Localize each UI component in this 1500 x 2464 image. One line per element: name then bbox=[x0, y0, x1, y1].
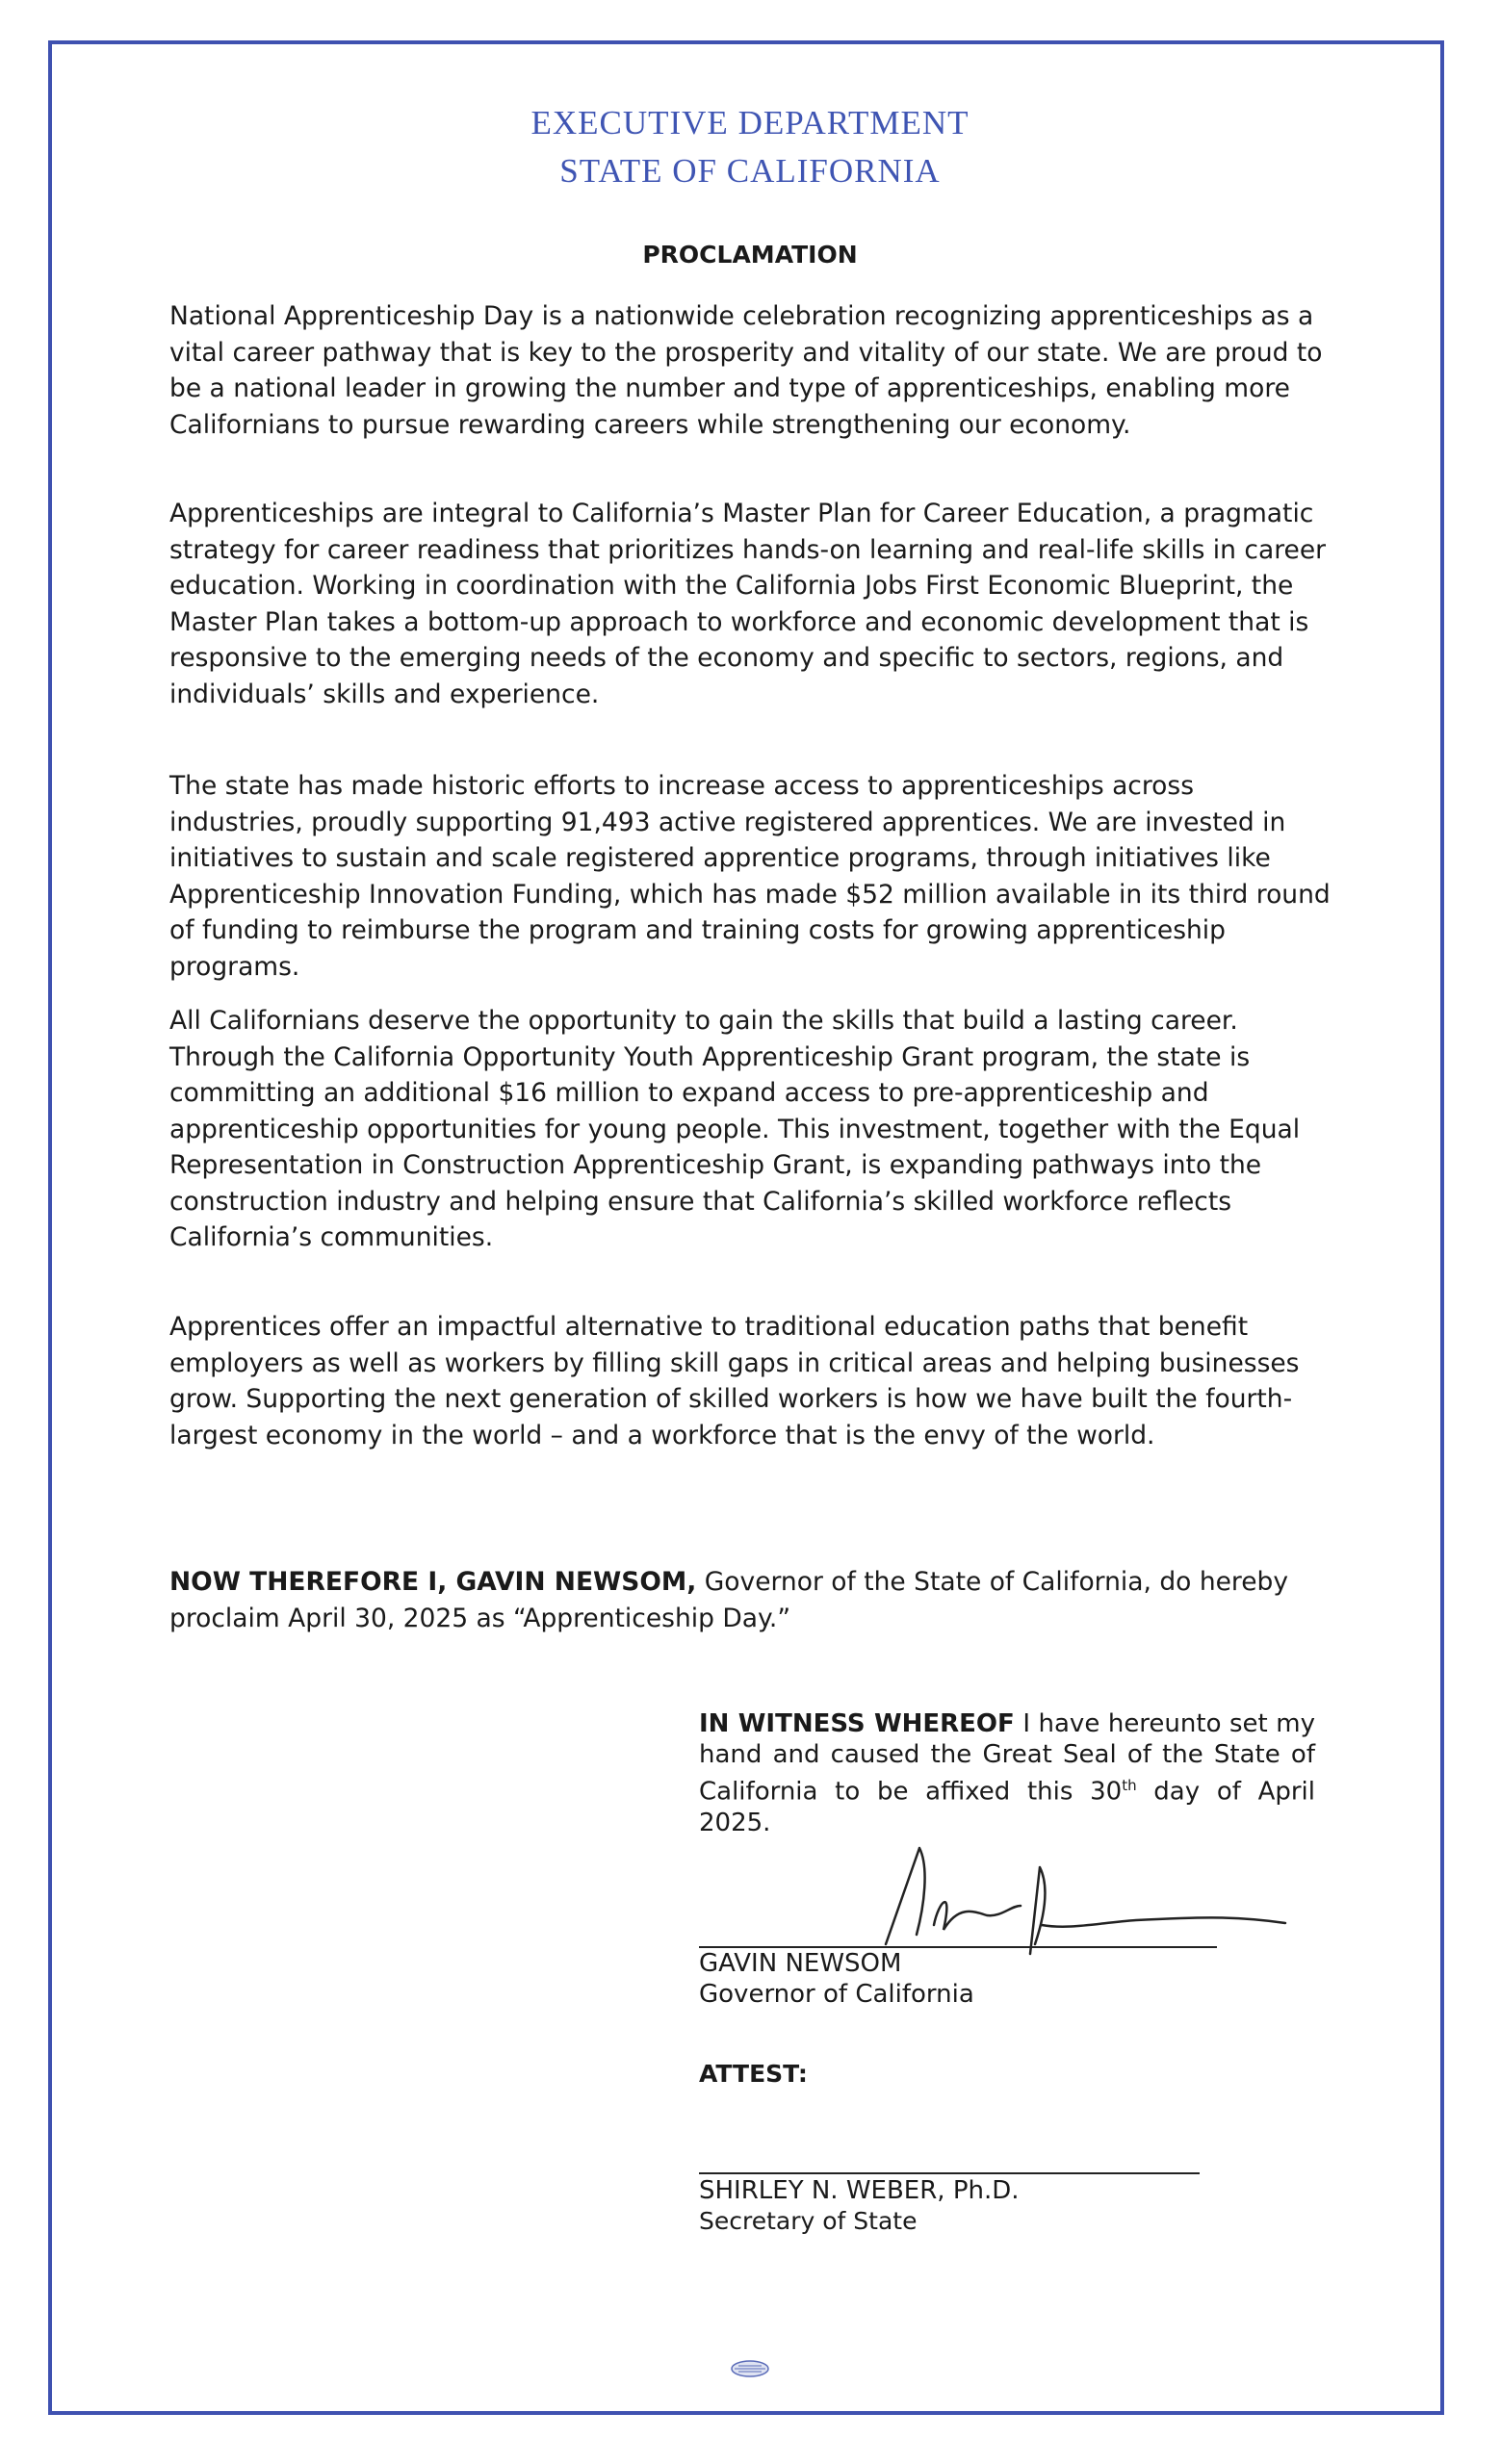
now-therefore-paragraph bbox=[169, 1564, 1334, 1636]
paragraph-4: All Californians deserve the opportunity to gain the skills that build a lasting career. Through the California Opportunity Youth Apprenticeship Grant program, the state is committing an additional $16 million to expand access to pre-apprenticeship and apprenticeship opportunities for young people. This investment, together with the Equal Representation in Construction Apprenticeship Grant, is expanding pathways into the construction industry and helping ensure that California’s skilled workforce reflects California’s communities. bbox=[169, 1006, 1301, 1252]
paragraph-1: National Apprenticeship Day is a nationwide celebration recognizing apprenticeships as a vital career pathway that is key to the prosperity and vitality of our state. We are proud to be a national leader in growing the number and type of apprenticeships, enabling more Californians to pursue rewarding careers while strengthening our economy. bbox=[169, 301, 1323, 440]
now-therefore-bold: NOW THEREFORE I, GAVIN NEWSOM, bbox=[169, 1567, 697, 1597]
secretary-signature-line bbox=[699, 2172, 1200, 2174]
witness-text-after: day of April 2025. bbox=[699, 1777, 1315, 1837]
header-line-2: STATE OF CALIFORNIA bbox=[559, 152, 941, 190]
attest-label: ATTEST: bbox=[699, 2060, 808, 2088]
witness-bold: IN WITNESS WHEREOF bbox=[699, 1709, 1015, 1738]
witness-text-before: I have hereunto set my hand and caused the Great Seal of the State of California to be affixed this 30 bbox=[699, 1709, 1315, 1807]
paragraph-5: Apprentices offer an impactful alternative to traditional education paths that benefit employers as well as workers by filling skill gaps in critical areas and helping businesses grow. Supporting the next generation of skilled workers is how we have built the fourth-largest economy in the world – and a workforce that is the envy of the world. bbox=[169, 1312, 1300, 1450]
governor-signature bbox=[828, 1810, 1309, 1964]
seal-emblem bbox=[729, 2358, 771, 2379]
proclamation-title: PROCLAMATION bbox=[642, 241, 858, 269]
header-line-1: EXECUTIVE DEPARTMENT bbox=[530, 104, 970, 141]
secretary-title: Secretary of State bbox=[699, 2207, 918, 2235]
paragraph-2: Apprenticeships are integral to California’s Master Plan for Career Education, a pragmatic strategy for career readiness that prioritizes hands-on learning and real-life skills in career education. Working in coordination with the California Jobs First Economic Blueprint, the Master Plan takes a bottom-up approach to workforce and economic development that is responsive to the emerging needs of the economy and specific to sectors, regions, and individuals’ skills and experience. bbox=[169, 499, 1327, 709]
paragraph-3: The state has made historic efforts to increase access to apprenticeships across industries, proudly supporting 91,493 active registered apprentices. We are invested in initiatives to sustain and scale registered apprentice programs, through initiatives like Apprenticeship Innovation Funding, which has made $52 million available in its third round of funding to reimburse the program and training costs for growing apprenticeship programs. bbox=[169, 771, 1331, 982]
witness-superscript: th bbox=[1122, 1777, 1137, 1794]
governor-name: GAVIN NEWSOM bbox=[699, 1949, 902, 1978]
now-therefore-text: Governor of the State of California, do hereby proclaim April 30, 2025 as “Apprenticeship Day.” bbox=[169, 1567, 1289, 1633]
governor-title: Governor of California bbox=[699, 1980, 974, 2009]
secretary-name: SHIRLEY N. WEBER, Ph.D. bbox=[699, 2176, 1020, 2205]
